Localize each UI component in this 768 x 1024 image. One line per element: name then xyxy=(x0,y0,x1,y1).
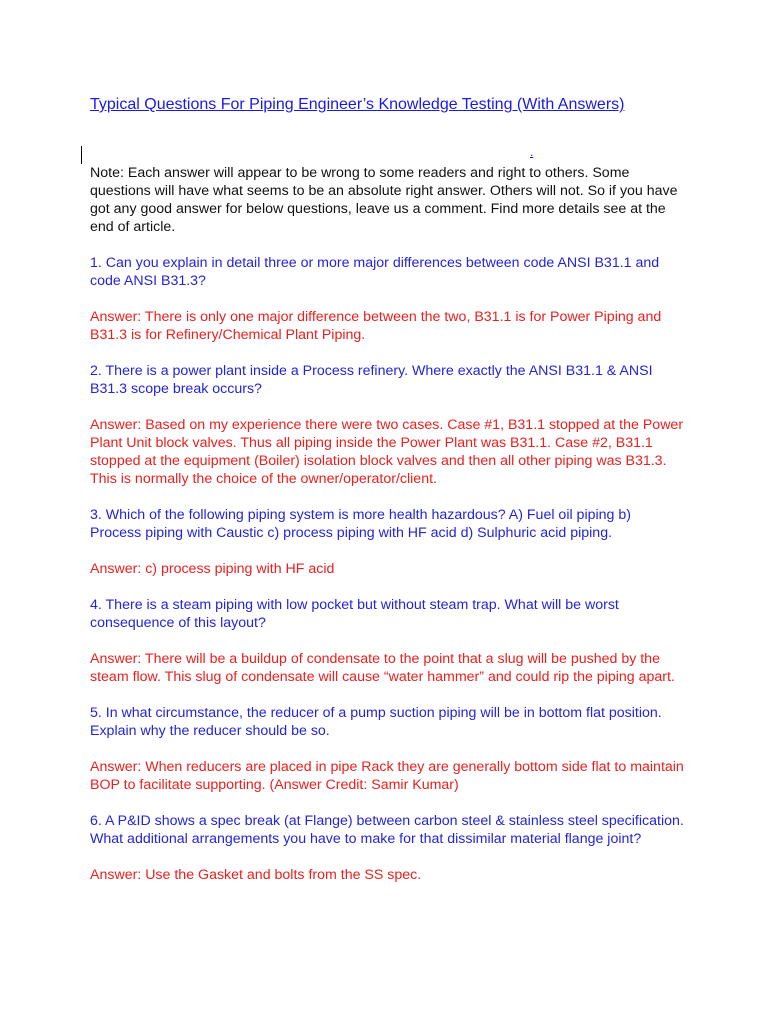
intro-note: Note: Each answer will appear to be wrong to some readers and right to others. Some questions will have what seems to be an absolute right answer. Others will not. So if you have got any good answer for below questions, leave us a comment. Find more details see at the end of article. xyxy=(90,165,678,235)
answer-6: Answer: Use the Gasket and bolts from the SS spec. xyxy=(90,867,422,883)
answer-4: Answer: There will be a buildup of condensate to the point that a slug will be pushed by the steam flow. This slug of condensate will cause “water hammer” and could rip the piping apart. xyxy=(90,651,675,685)
answer-3: Answer: c) process piping with HF acid xyxy=(90,561,335,577)
question-1: 1. Can you explain in detail three or more major differences between code ANSI B31.1 and code ANSI B31.3? xyxy=(90,255,660,289)
anchor-link[interactable]: . xyxy=(530,145,534,159)
answer-2: Answer: Based on my experience there were two cases. Case #1, B31.1 stopped at the Power Plant Unit block valves. Thus all piping inside the Power Plant was B31.1. Case #2, B31.1 stopped at the equipment (Boiler) isolation block valves and then all other piping was B31.3. This is normally the choice of the owner/operator/client. xyxy=(90,417,684,487)
question-6: 6. A P&ID shows a spec break (at Flange) between carbon steel & stainless steel specification. What additional arrangements you have to make for that dissimilar material flange joint? xyxy=(90,813,684,847)
document-body xyxy=(90,164,686,902)
question-2: 2. There is a power plant inside a Process refinery. Where exactly the ANSI B31.1 & ANSI B31.3 scope break occurs? xyxy=(90,363,653,397)
answer-1: Answer: There is only one major difference between the two, B31.1 is for Power Piping and B31.3 is for Refinery/Chemical Plant Piping. xyxy=(90,309,662,343)
answer-5: Answer: When reducers are placed in pipe Rack they are generally bottom side flat to maintain BOP to facilitate supporting. (Answer Credit: Samir Kumar) xyxy=(90,759,684,793)
text-cursor xyxy=(81,146,82,164)
question-3: 3. Which of the following piping system is more health hazardous? A) Fuel oil piping b) Process piping with Caustic c) process piping with HF acid d) Sulphuric acid piping. xyxy=(90,507,631,541)
question-4: 4. There is a steam piping with low pocket but without steam trap. What will be worst consequence of this layout? xyxy=(90,597,619,631)
question-5: 5. In what circumstance, the reducer of a pump suction piping will be in bottom flat position. Explain why the reducer should be so. xyxy=(90,705,662,739)
document-title[interactable]: Typical Questions For Piping Engineer’s Knowledge Testing (With Answers) xyxy=(90,96,625,113)
